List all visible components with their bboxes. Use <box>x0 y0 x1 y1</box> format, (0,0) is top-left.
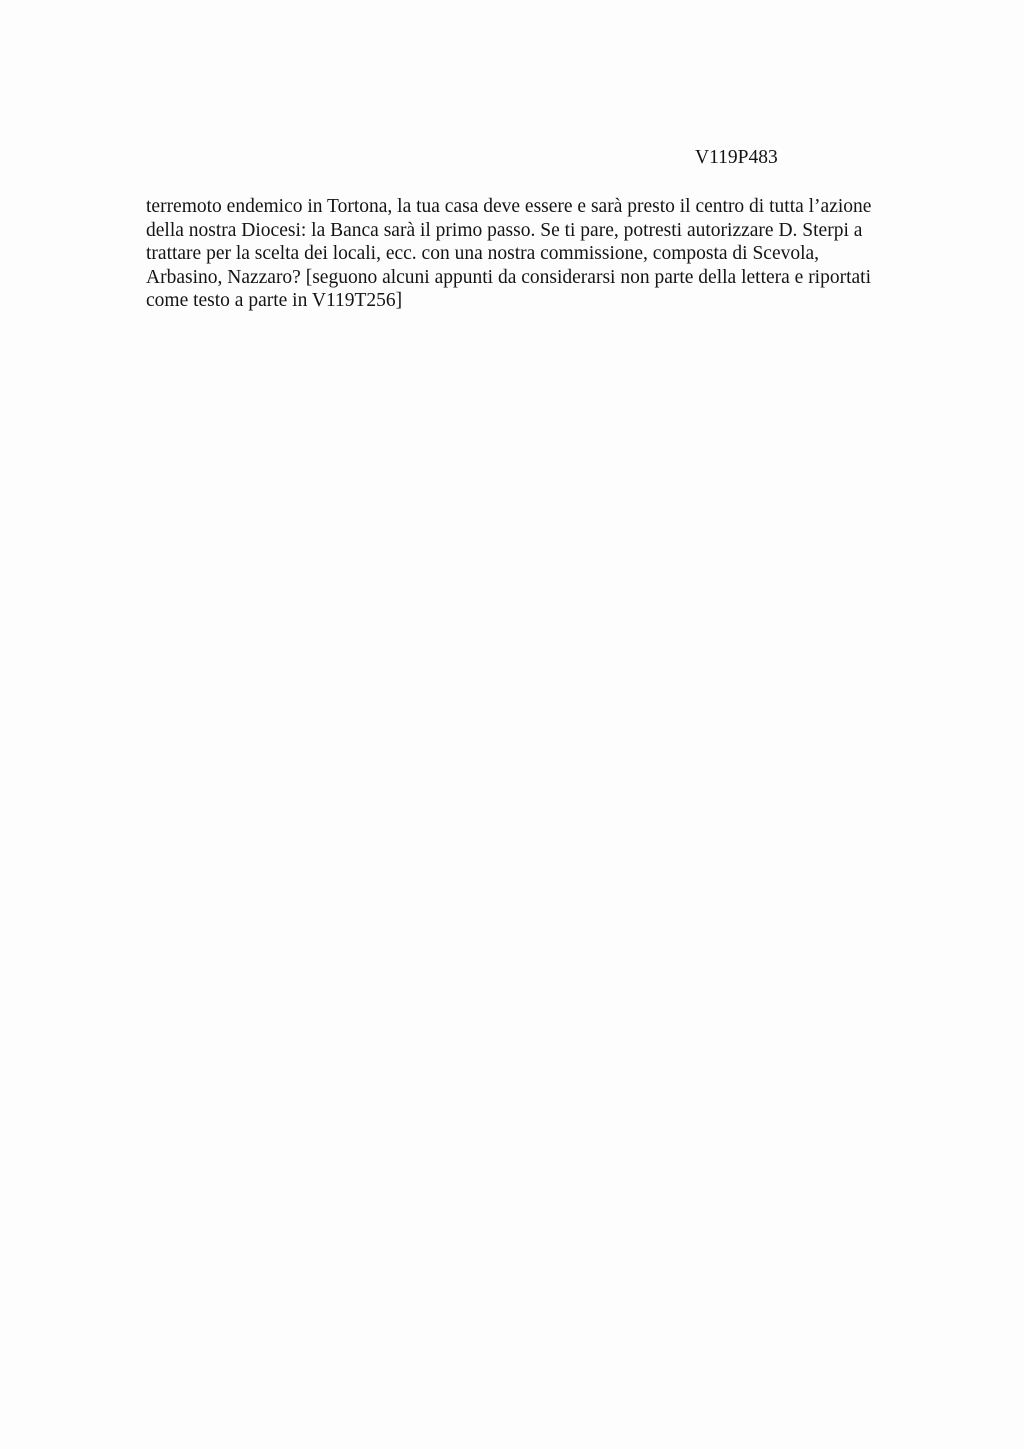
text-line: terremoto endemico in Tortona, la tua casa deve essere e sarà presto il centro di tutta l’azione <box>146 196 872 217</box>
text-line: della nostra Diocesi: la Banca sarà il primo passo. Se ti pare, potresti autorizzare D. Sterpi a <box>146 219 863 241</box>
text-line: trattare per la scelta dei locali, ecc. con una nostra commissione, composta di Scevola, <box>146 243 820 264</box>
body-paragraph <box>146 195 936 313</box>
text-line: come testo a parte in V119T256] <box>146 290 403 311</box>
text-line: Arbasino, Nazzaro? [seguono alcuni appunti da considerarsi non parte della lettera e riportati <box>146 266 872 288</box>
page-reference: V119P483 <box>695 147 778 168</box>
